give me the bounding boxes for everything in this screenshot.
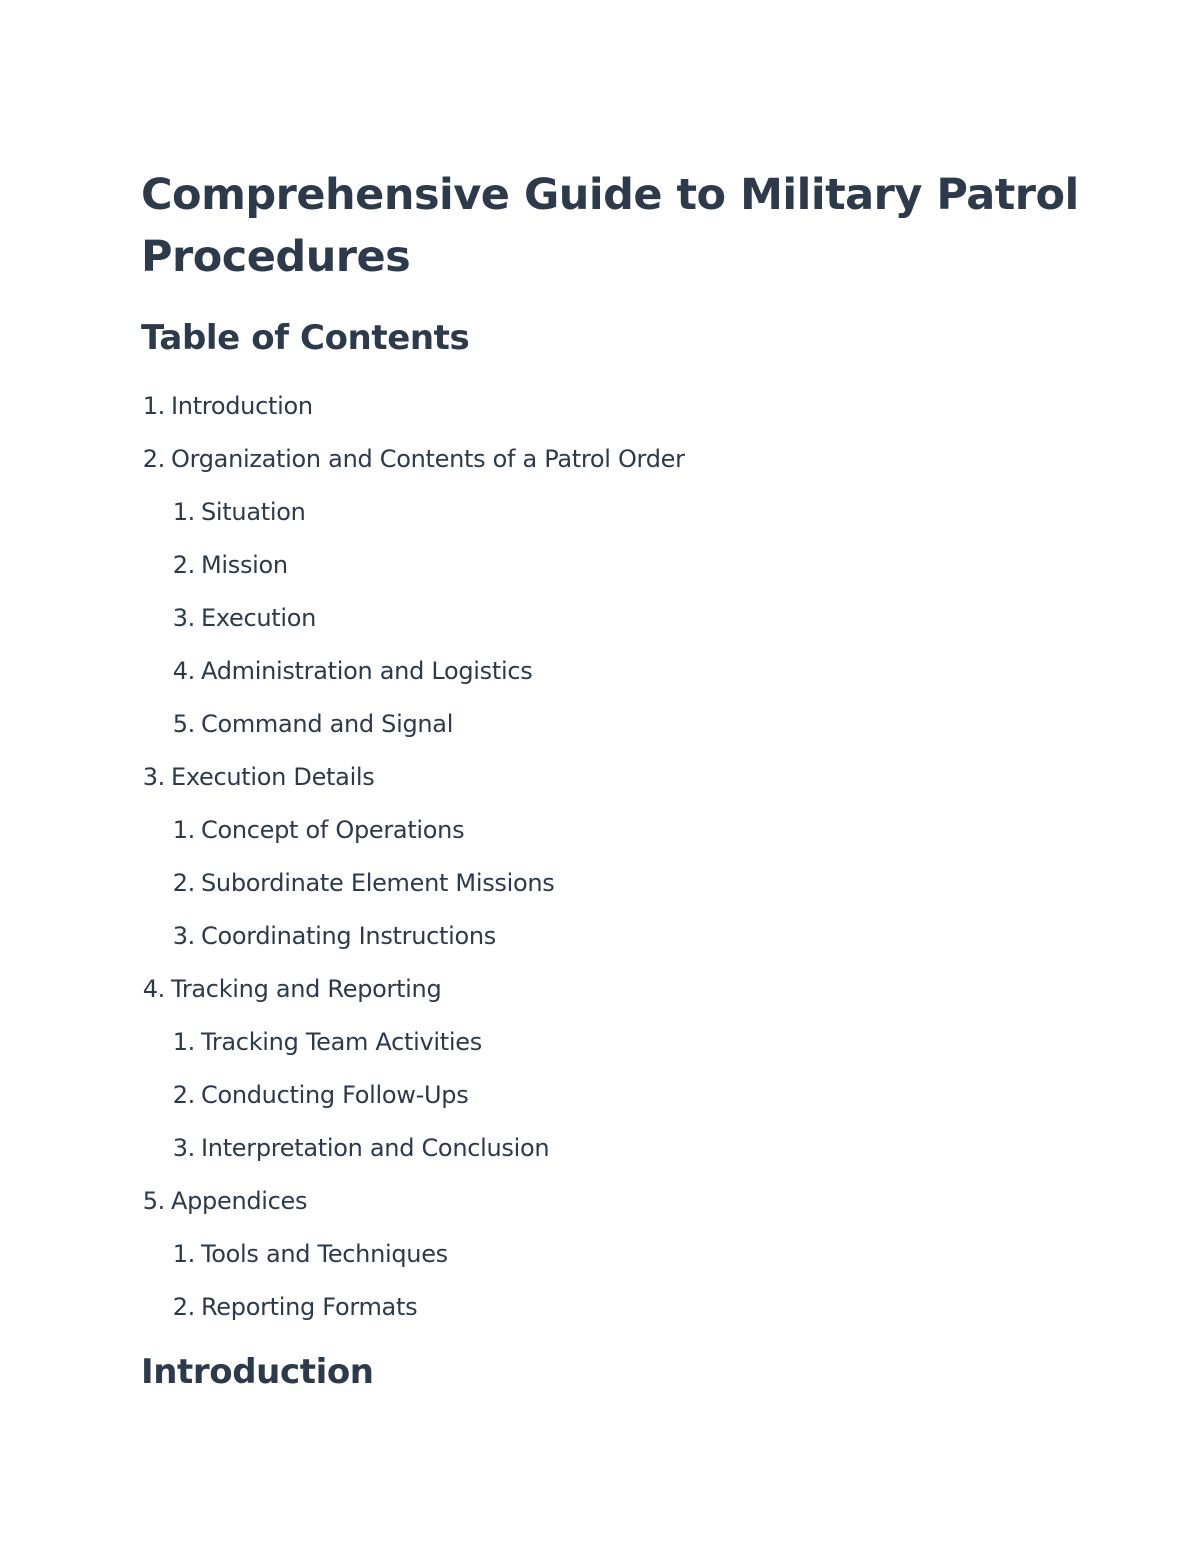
section-heading-introduction: Introduction <box>141 1352 374 1392</box>
toc-item-number: 4. <box>172 657 195 685</box>
toc-item-number: 5. <box>142 1187 165 1215</box>
toc-item-number: 2. <box>142 445 165 473</box>
toc-item[interactable] <box>0 804 1200 857</box>
toc-item-label: Tracking Team Activities <box>201 1028 482 1056</box>
toc-item[interactable] <box>0 698 1200 751</box>
toc-item-label: Concept of Operations <box>201 816 465 844</box>
toc-item[interactable] <box>0 1175 1200 1228</box>
toc-item-label: Mission <box>201 551 288 579</box>
toc-item-number: 2. <box>172 1081 195 1109</box>
toc-item-number: 1. <box>172 498 195 526</box>
document-title: Comprehensive Guide to Military Patrol Procedures <box>141 170 1079 282</box>
toc-item-label: Execution Details <box>171 763 375 791</box>
toc-item[interactable] <box>0 592 1200 645</box>
toc-item[interactable] <box>0 645 1200 698</box>
toc-item-number: 4. <box>142 975 165 1003</box>
toc-item[interactable] <box>0 1281 1200 1334</box>
toc-item-label: Subordinate Element Missions <box>201 869 555 897</box>
toc-item-number: 1. <box>172 816 195 844</box>
toc-item-label: Command and Signal <box>201 710 454 738</box>
toc-item-label: Introduction <box>171 392 313 420</box>
toc-item[interactable] <box>0 1069 1200 1122</box>
toc-item[interactable] <box>0 1122 1200 1175</box>
toc-item-number: 1. <box>172 1028 195 1056</box>
toc-item-label: Tracking and Reporting <box>171 975 442 1003</box>
toc-item[interactable] <box>0 857 1200 910</box>
toc-item-number: 1. <box>172 1240 195 1268</box>
toc-item[interactable] <box>0 1016 1200 1069</box>
toc-item[interactable] <box>0 380 1200 433</box>
table-of-contents <box>0 380 1200 1334</box>
toc-item-number: 3. <box>172 922 195 950</box>
toc-item[interactable] <box>0 539 1200 592</box>
toc-item-label: Interpretation and Conclusion <box>201 1134 550 1162</box>
toc-item[interactable] <box>0 963 1200 1016</box>
toc-item[interactable] <box>0 751 1200 804</box>
toc-item-label: Appendices <box>171 1187 308 1215</box>
toc-item-label: Situation <box>201 498 306 526</box>
toc-item-label: Administration and Logistics <box>201 657 533 685</box>
toc-item-label: Execution <box>201 604 317 632</box>
toc-item[interactable] <box>0 433 1200 486</box>
toc-item-number: 1. <box>142 392 165 420</box>
toc-item-label: Conducting Follow-Ups <box>201 1081 469 1109</box>
toc-item-number: 2. <box>172 551 195 579</box>
toc-item-label: Reporting Formats <box>201 1293 418 1321</box>
toc-item-number: 2. <box>172 1293 195 1321</box>
toc-item-number: 3. <box>172 604 195 632</box>
toc-item[interactable] <box>0 1228 1200 1281</box>
toc-item-number: 3. <box>142 763 165 791</box>
toc-item[interactable] <box>0 910 1200 963</box>
toc-item-label: Coordinating Instructions <box>201 922 496 950</box>
toc-item[interactable] <box>0 486 1200 539</box>
toc-item-number: 3. <box>172 1134 195 1162</box>
toc-item-number: 5. <box>172 710 195 738</box>
toc-item-label: Tools and Techniques <box>201 1240 448 1268</box>
toc-item-label: Organization and Contents of a Patrol Order <box>171 445 685 473</box>
toc-item-number: 2. <box>172 869 195 897</box>
toc-heading: Table of Contents <box>141 318 470 358</box>
